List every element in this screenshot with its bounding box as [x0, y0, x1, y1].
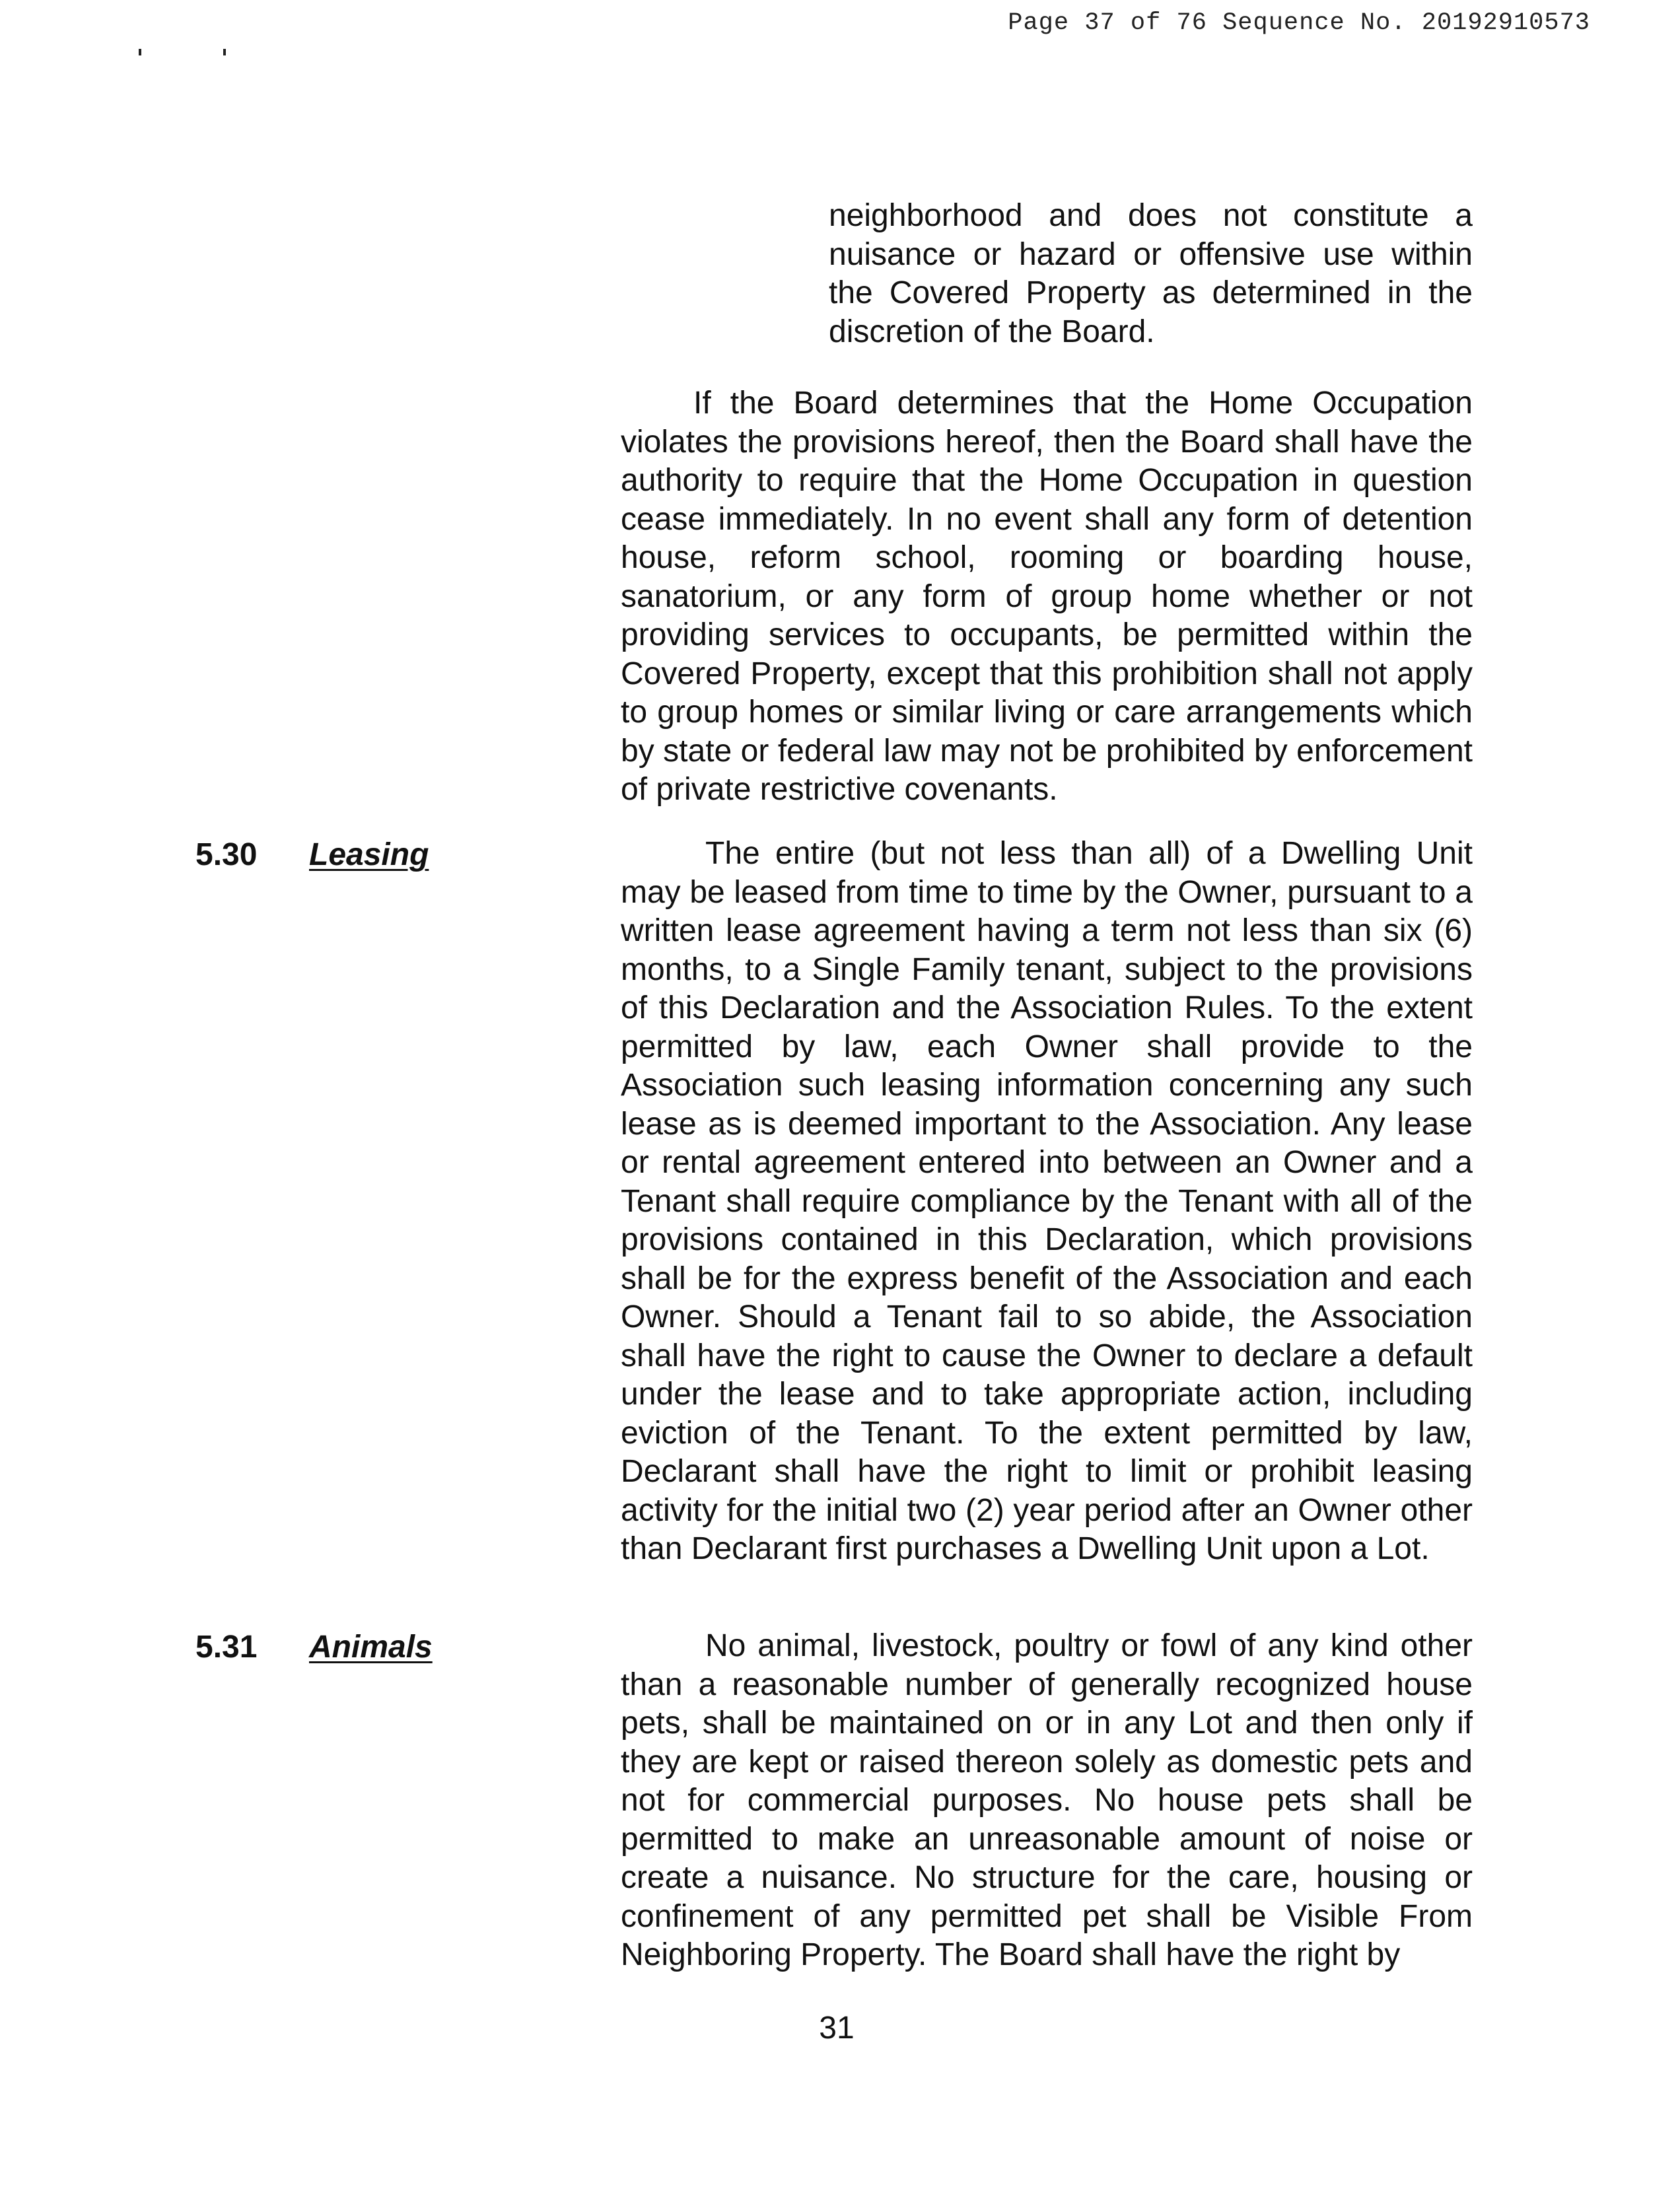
section-number: 5.31	[195, 1630, 258, 1665]
scan-mark	[139, 49, 141, 55]
leasing-paragraph: The entire (but not less than all) of a Dwelling Unit may be leased from time to time by the Owner, pursuant to a written lease agreement having a term not less than six (6) months, to a Single Family tenant, subject to the provisions of this Declaration and the Association Rules. To the extent permitted by law, each Owner shall provide to the Association such leasing information concerning any such lease as is deemed important to the Association. Any lease or rental agreement entered into between an Owner and a Tenant shall require compliance by the Tenant with all of the provisions contained in this Declaration, which provisions shall be for the express benefit of the Association and each Owner. Should a Tenant fail to so abide, the Association shall have the right to cause the Owner to declare a default under the lease and to take appropriate action, including eviction of the Tenant. To the extent permitted by law, Declarant shall have the right to limit or prohibit leasing activity for the initial two (2) year period after an Owner other than Declarant first purchases a Dwelling Unit upon a Lot.	[621, 836, 1473, 1566]
page-number	[0, 2010, 1680, 2046]
section-title: Animals	[309, 1630, 433, 1665]
section-heading-leasing	[195, 837, 429, 873]
animals-paragraph: No animal, livestock, poultry or fowl of any kind other than a reasonable number of generally recognized house pets, shall be maintained on or in any Lot and then only if they are kept or raised thereon solely as domestic pets and not for commercial purposes. No house pets shall be permitted to make an unreasonable amount of noise or create a nuisance. No structure for the care, housing or confinement of any permitted pet shall be Visible From Neighboring Property. The Board shall have the right by	[621, 1628, 1473, 1972]
page-sequence-stamp: Page 37 of 76 Sequence No. 20192910573	[1008, 9, 1590, 37]
section-heading-animals	[195, 1629, 433, 1665]
page-number-text: 31	[819, 2011, 855, 2046]
section-title: Leasing	[309, 837, 429, 872]
continuation-paragraph: neighborhood and does not constitute a nuisance or hazard or offensive use within the Covered Property as determined in the discretion of the Board.	[829, 198, 1473, 349]
scan-mark	[223, 49, 226, 55]
home-occupation-paragraph: If the Board determines that the Home Occupation violates the provisions hereof, then the Board shall have the authority to require that the Home Occupation in question cease immediately. In no event shall any form of detention house, reform school, rooming or boarding house, sanatorium, or any form of group home whether or not providing services to occupants, be permitted within the Covered Property, except that this prohibition shall not apply to group homes or similar living or care arrangements which by state or federal law may not be prohibited by enforcement of private restrictive covenants.	[621, 386, 1473, 807]
section-number: 5.30	[195, 837, 258, 872]
